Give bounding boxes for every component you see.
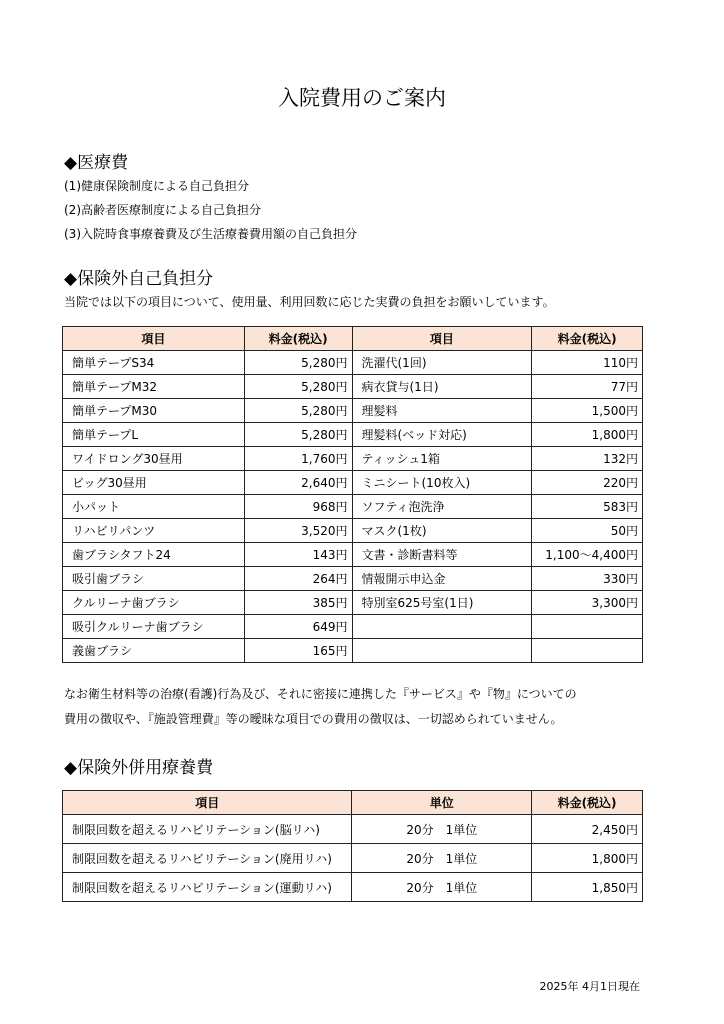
table-cell: 吸引クルリーナ歯ブラシ xyxy=(63,615,245,639)
header-cell: 料金(税込) xyxy=(532,327,643,351)
table-cell: ティッシュ1箱 xyxy=(352,447,532,471)
table-cell: 50円 xyxy=(532,519,643,543)
table-cell: 文書・診断書料等 xyxy=(352,543,532,567)
table-cell: 特別室625号室(1日) xyxy=(352,591,532,615)
table-cell: 583円 xyxy=(532,495,643,519)
table-cell: 220円 xyxy=(532,471,643,495)
table-cell: 1,760円 xyxy=(244,447,352,471)
table-cell: 5,280円 xyxy=(244,423,352,447)
table-cell xyxy=(532,615,643,639)
table-cell: 165円 xyxy=(244,639,352,663)
table-cell: 968円 xyxy=(244,495,352,519)
header-cell: 単位 xyxy=(352,791,532,815)
table-cell: 義歯ブラシ xyxy=(63,639,245,663)
table-cell: 385円 xyxy=(244,591,352,615)
table-cell: 110円 xyxy=(532,351,643,375)
combined-heading: ◆保険外併用療養費 xyxy=(64,758,214,778)
table-cell: 歯ブラシタフト24 xyxy=(63,543,245,567)
table-cell: 洗濯代(1回) xyxy=(352,351,532,375)
header-cell: 料金(税込) xyxy=(244,327,352,351)
table-cell: 77円 xyxy=(532,375,643,399)
table-row xyxy=(63,495,643,519)
medical-item: (1)健康保険制度による自己負担分 xyxy=(64,179,249,193)
self-pay-intro: 当院では以下の項目について、使用量、利用回数に応じた実費の負担をお願いしています。 xyxy=(64,295,555,309)
table-cell: 2,450円 xyxy=(532,815,643,844)
table-row xyxy=(63,615,643,639)
date-label: 2025年 4月1日現在 xyxy=(539,980,640,993)
table-cell: 264円 xyxy=(244,567,352,591)
table-cell: 5,280円 xyxy=(244,375,352,399)
table-cell: 5,280円 xyxy=(244,399,352,423)
table-cell: 1,800円 xyxy=(532,423,643,447)
table-cell: 20分 1単位 xyxy=(352,844,532,873)
table-cell: 理髪料(ベッド対応) xyxy=(352,423,532,447)
table-header-row xyxy=(63,791,643,815)
note-line: なお衛生材料等の治療(看護)行為及び、それに密接に連携した『サービス』や『物』についての xyxy=(64,687,577,701)
header-cell: 項目 xyxy=(352,327,532,351)
medical-item: (3)入院時食事療養費及び生活療養費用額の自己負担分 xyxy=(64,227,358,241)
medical-heading: ◆医療費 xyxy=(64,153,129,173)
table-cell: 簡単テープL xyxy=(63,423,245,447)
table-cell: 3,300円 xyxy=(532,591,643,615)
table-cell: 1,800円 xyxy=(532,844,643,873)
table-cell: 制限回数を超えるリハビリテーション(廃用リハ) xyxy=(63,844,352,873)
table-cell: ソフティ泡洗浄 xyxy=(352,495,532,519)
table-cell: 小パット xyxy=(63,495,245,519)
table-cell: リハビリパンツ xyxy=(63,519,245,543)
medical-item: (2)高齢者医療制度による自己負担分 xyxy=(64,203,261,217)
table-cell: ワイドロング30昼用 xyxy=(63,447,245,471)
table-cell: 制限回数を超えるリハビリテーション(運動リハ) xyxy=(63,873,352,902)
table-cell: 649円 xyxy=(244,615,352,639)
self-pay-table xyxy=(62,326,643,663)
table-cell: 330円 xyxy=(532,567,643,591)
table-row xyxy=(63,844,643,873)
table-row xyxy=(63,519,643,543)
table-cell: 143円 xyxy=(244,543,352,567)
table-cell: 情報開示申込金 xyxy=(352,567,532,591)
table-cell: 簡単テープM32 xyxy=(63,375,245,399)
table-cell: 制限回数を超えるリハビリテーション(脳リハ) xyxy=(63,815,352,844)
table-row xyxy=(63,543,643,567)
table-row xyxy=(63,567,643,591)
table-cell: 1,100～4,400円 xyxy=(532,543,643,567)
table-cell: 5,280円 xyxy=(244,351,352,375)
table-row xyxy=(63,815,643,844)
note-line: 費用の徴収や、『施設管理費』等の曖昧な項目での費用の徴収は、一切認められていません。 xyxy=(64,712,563,726)
table-row xyxy=(63,375,643,399)
table-row xyxy=(63,639,643,663)
table-cell xyxy=(532,639,643,663)
header-cell: 項目 xyxy=(63,327,245,351)
table-cell: ビッグ30昼用 xyxy=(63,471,245,495)
table-cell: 理髪料 xyxy=(352,399,532,423)
table-cell: 簡単テープM30 xyxy=(63,399,245,423)
table-row xyxy=(63,399,643,423)
table-row xyxy=(63,351,643,375)
table-cell: 吸引歯ブラシ xyxy=(63,567,245,591)
table-row xyxy=(63,873,643,902)
table-cell: 1,850円 xyxy=(532,873,643,902)
table-cell: ミニシート(10枚入) xyxy=(352,471,532,495)
table-cell: 病衣貸与(1日) xyxy=(352,375,532,399)
table-row xyxy=(63,591,643,615)
table-cell xyxy=(352,639,532,663)
table-cell: 2,640円 xyxy=(244,471,352,495)
table-cell: 1,500円 xyxy=(532,399,643,423)
table-cell: クルリーナ歯ブラシ xyxy=(63,591,245,615)
header-cell: 料金(税込) xyxy=(532,791,643,815)
table-row xyxy=(63,447,643,471)
table-cell: 20分 1単位 xyxy=(352,815,532,844)
page-title: 入院費用のご案内 xyxy=(278,86,446,110)
table-cell xyxy=(352,615,532,639)
table-header-row xyxy=(63,327,643,351)
combined-table xyxy=(62,790,643,902)
table-cell: 簡単テープS34 xyxy=(63,351,245,375)
table-cell: 20分 1単位 xyxy=(352,873,532,902)
table-cell: マスク(1枚) xyxy=(352,519,532,543)
self-pay-heading: ◆保険外自己負担分 xyxy=(64,269,214,289)
table-row xyxy=(63,471,643,495)
table-cell: 132円 xyxy=(532,447,643,471)
table-cell: 3,520円 xyxy=(244,519,352,543)
table-row xyxy=(63,423,643,447)
header-cell: 項目 xyxy=(63,791,352,815)
